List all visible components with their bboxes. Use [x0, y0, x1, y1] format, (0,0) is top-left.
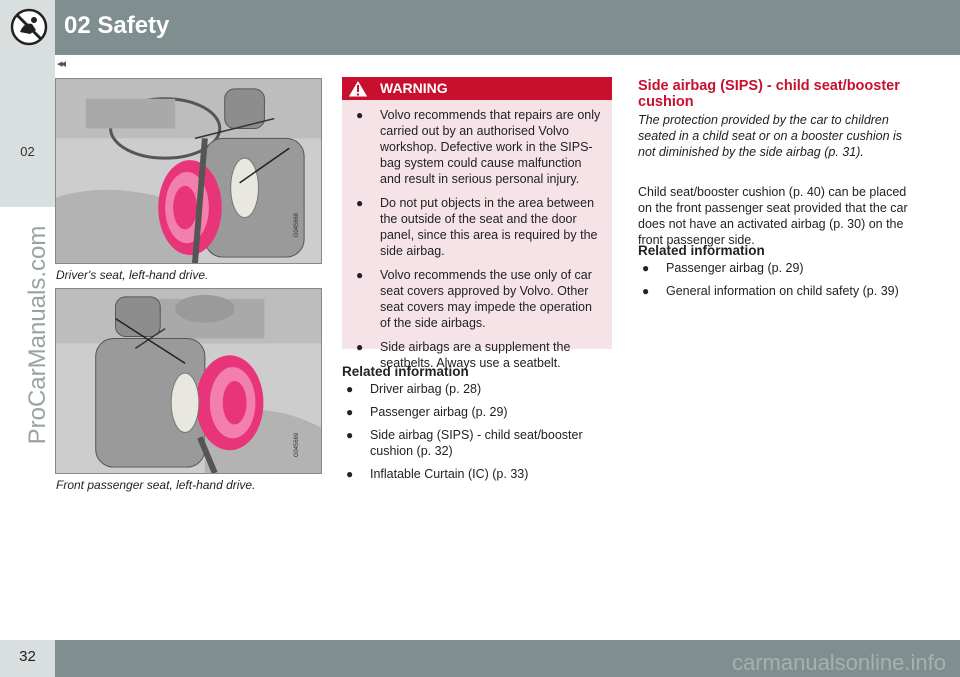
driver-seat-figure — [55, 78, 322, 264]
list-item — [342, 267, 612, 331]
list-item[interactable] — [342, 427, 612, 459]
list-item — [342, 195, 612, 259]
related-info-list — [342, 381, 612, 489]
page-number: 32 — [19, 648, 36, 665]
related-link[interactable]: General information on child safety (p. 39) — [666, 284, 899, 298]
passenger-seat-figure — [55, 288, 322, 474]
no-airbag-child-seat-icon — [10, 8, 48, 46]
bullet-icon: ● — [356, 268, 364, 282]
previous-page-icon[interactable]: ◂◂ — [57, 58, 65, 70]
bullet-icon: ● — [356, 196, 364, 210]
list-item — [342, 107, 612, 187]
related-link[interactable]: Inflatable Curtain (IC) (p. 33) — [370, 467, 529, 481]
bullet-icon: ● — [642, 261, 650, 275]
warning-title: WARNING — [380, 80, 448, 96]
warning-text: Volvo recommends the use only of car seat covers approved by Volvo. Other seat covers may impede the operation of the side airbags. — [380, 268, 592, 330]
related-link[interactable]: Passenger airbag (p. 29) — [666, 261, 804, 275]
figure-caption: Driver's seat, left-hand drive. — [56, 268, 209, 282]
figure-caption: Front passenger seat, left-hand drive. — [56, 478, 256, 492]
warning-header — [342, 77, 612, 100]
bullet-icon: ● — [346, 405, 354, 419]
bullet-icon: ● — [356, 108, 364, 122]
chapter-tab-number: 02 — [20, 144, 35, 159]
list-item[interactable] — [342, 404, 612, 420]
section-lead: The protection provided by the car to children seated in a child seat or on a booster cushion is not diminished by the side airbag (p. 31). — [638, 113, 903, 159]
warning-text: Side airbags are a supplement the seatbelts. Always use a seatbelt. — [380, 340, 571, 370]
related-link[interactable]: Side airbag (SIPS) - child seat/booster cushion (p. 32) — [370, 428, 583, 458]
related-info-list — [638, 260, 903, 306]
chapter-title: 02 Safety — [64, 12, 170, 39]
bullet-icon: ● — [356, 340, 364, 354]
list-item[interactable] — [342, 381, 612, 397]
list-item[interactable] — [638, 260, 903, 276]
figure-code: G045669 — [294, 432, 301, 458]
list-item[interactable] — [638, 283, 903, 299]
bullet-icon: ● — [346, 428, 354, 442]
warning-box — [342, 77, 612, 370]
section-title: Side airbag (SIPS) - child seat/booster cushion — [638, 78, 900, 110]
warning-list — [342, 107, 612, 379]
chapter-side-tab — [0, 55, 55, 207]
bullet-icon: ● — [642, 284, 650, 298]
warning-text: Do not put objects in the area between the outside of the seat and the door panel, since this area is required by the side airbag. — [380, 196, 598, 258]
related-link[interactable]: Driver airbag (p. 28) — [370, 382, 482, 396]
warning-text: Volvo recommends that repairs are only carried out by an authorised Volvo workshop. Defective work in the SIPS-bag system could cause malfunction and result in serious personal injury. — [380, 108, 601, 186]
bullet-icon: ● — [346, 382, 354, 396]
related-link[interactable]: Passenger airbag (p. 29) — [370, 405, 508, 419]
figure-code: G045668 — [294, 212, 301, 238]
section-body: Child seat/booster cushion (p. 40) can be placed on the front passenger seat provided that the car does not have an activated airbag (p. 30) on the front passenger side. — [638, 185, 908, 247]
side-watermark: ProCarManuals.com — [24, 225, 51, 445]
bullet-icon: ● — [346, 467, 354, 481]
related-info-heading: Related information — [342, 364, 469, 379]
header-tab — [0, 0, 55, 55]
footer-watermark: carmanualsonline.info — [731, 650, 946, 675]
list-item[interactable] — [342, 466, 612, 482]
warning-triangle-icon — [347, 79, 369, 98]
related-info-heading: Related information — [638, 243, 765, 258]
